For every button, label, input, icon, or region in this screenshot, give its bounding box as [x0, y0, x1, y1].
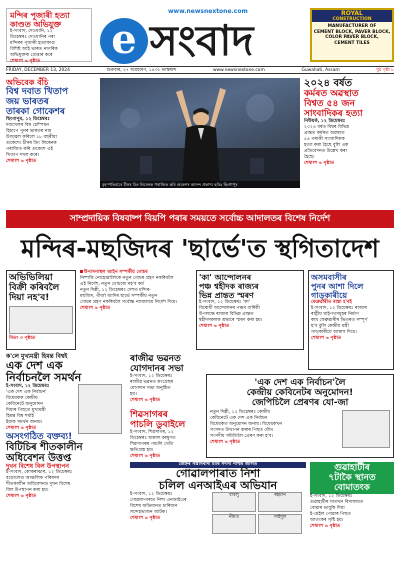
goalpara-nia-story: জেহ্নৰ সন্ত্ৰাসবাদী চাৰি সদস্য পশ্চিম জালত গোৱালপাৰাত নিশা চলিল এনআইএৰ অভিযান ই-সংবাদ, ১২ ডিচেম্বৰঃ গোৱালপাৰাত নিশা এনআইএৰ বিশেষ অভিযানত চাৰিজন সন্দেহভাজন আটক। শেষাংশ ৬ পৃষ্ঠাত বাবলু ৰহমান নীমত সাইদুল	[130, 462, 306, 534]
logo-wordmark: সংবাদ	[150, 16, 254, 65]
bullet-icon	[80, 270, 83, 273]
left-story-link[interactable]: শেষাংশ ৬ পৃষ্ঠাত	[10, 59, 41, 64]
suspect-photo-icon: সাইদুল	[258, 514, 302, 534]
guwahati-link[interactable]: শেষাংশ ৬ পৃষ্ঠাত	[310, 524, 341, 529]
journalists-story: ২০২৪ বৰ্ষত কৰ্মৰত অৱস্থাত বিশ্বত ৫৪ জন সাংবাদিকৰ হত্যা নিউয়ৰ্ক, ১২ ডিচেম্বৰঃ ২০২৪ বৰ্ষত বিশ্বৰ বিভিন্ন প্ৰান্তত কৰ্মৰত অৱস্থাত ৫৪ গৰাকী সাংবাদিকক হত্যা কৰা হৈছে বুলি এক প্ৰতিবেদনত উল্লেখ কৰা হৈছে। শেষাংশ ৬ পৃষ্ঠাত	[304, 78, 394, 167]
suspect-photo-icon: ৰহমান	[258, 492, 302, 512]
gadkari-link[interactable]: শেষাংশ ৬ পৃষ্ঠাত	[311, 336, 342, 341]
dateline-bar	[6, 66, 394, 74]
sivasagar-story: শিৱসাগৰৰ পাচলি ডুবাইলে ই-সংবাদ, শিৱসাগৰ, ১২ ডিচেম্বৰঃ অকাল বৰষুণত শিৱসাগৰৰ পাচলি খেতি ক্ষতিগ্ৰস্ত হয়। শেষাংশ ৬ পৃষ্ঠাত	[130, 410, 202, 460]
issue-date: FRIDAY, DECEMBER 13, 2024	[6, 68, 70, 73]
lead-story-body: উপাসনাস্থল আইন সম্পৰ্কীয় গোচৰ নিষ্পত্তি নোহোৱালৈকে নতুন গোচৰ গ্ৰহণ নকৰিবলৈ এই নিৰ্দেশ, নতুন গোচৰো নহ'ব কৰ্ম নতুন দিল্লী, ১২ ডিচেম্বৰঃ দেশত মন্দিৰ- মছজিদ, গীৰ্জা আদিৰ ছাৰ্ভে সম্পৰ্কীয় নতুন গোচৰ গ্ৰহণ নকৰিবলৈ সৰ্বোচ্চ ন্যায়ালয়ে নিৰ্দেশ দিয়ে। শেষাংশ ৬ পৃষ্ঠাত	[80, 270, 194, 312]
guwahati-bomb-story: গুৱাহাটীৰ ৭টাকৈ স্থানত বোমাতংক ই-সংবাদ, ১২ ডিচেম্বৰঃ গুৱাহাটীৰ সাতখন বিদ্যালয়ত বোমাৰ ভাবুকি দিয়া ই-মেইল পোৱাৰ পিছত আতংকৰ সৃষ্টি হয়। শেষাংশ ৬ পৃষ্ঠাত	[310, 462, 394, 530]
dateline-web[interactable]: www.newsnextone.com	[212, 68, 265, 73]
cm-portrait-icon	[78, 384, 122, 434]
one-nation-link[interactable]: শেষাংশ ৬ পৃষ্ঠাত	[210, 440, 241, 445]
gukesh-story: অভিবেক বঁচি বিশ্ব দবাত খিতাপ জয় ভাৰতৰ তাৰকা গোকেশৰ ছিংগাপুৰ, ১২ ডিচেম্বৰঃ দবাখেলৰ বিশ্ব চেম্পিয়ন হিচাপে পুনৰ ভাৰতৰ নাম উজ্জ্বল কৰিলে ১৮ বছৰীয়া গুকেশে। চীনৰ ডিং লিৰেনক পৰাজিত কৰি গুকেশে এই খিতাপ দখল কৰে। শেষাংশ ৬ পৃষ্ঠাত	[6, 78, 98, 165]
rajiv-bhawan-story: ৰাজীৱ ভৱনত যোগদানৰ সভা ই-সংবাদ, ১২ ডিচেম্বৰঃ ৰাজীৱ ভৱনত কংগ্ৰেছৰ যোগদান সভা অনুষ্ঠিত হয়। শেষাংশ ৬ পৃষ্ঠাত	[130, 354, 202, 404]
suspect-photo-icon: বাবলু	[212, 492, 256, 512]
royal-construction-ad[interactable]: ROYAL CONSTRUCTION MANUFACTURER OF CEMENT BLOCK, PAVER BLOCK, COLOR PAVER BLOCK, CEMENT TILES	[310, 8, 394, 62]
supreme-court-banner: সাম্প্ৰদায়িক বিষবাষ্প বিয়পি পৰাৰ সময়তে সৰ্বোচ্চ আদালতৰ বিশেষ নিৰ্দেশ	[6, 210, 394, 228]
logo-e-icon: e	[100, 18, 148, 64]
lottery-box: অভিভিলিয়া বিক্ৰী কৰিবলৈ দিয়া নহ'ব! বিতং ৩ পৃষ্ঠাত	[6, 270, 76, 350]
gukesh-body: দবাখেলৰ বিশ্ব চেম্পিয়ন হিচাপে পুনৰ ভাৰতৰ নাম উজ্জ্বল কৰিলে ১৮ বছৰীয়া গুকেশে। চীনৰ ডিং লিৰেনক পৰাজিত কৰি গুকেশে এই খিতাপ দখল কৰে।	[6, 123, 57, 158]
page-count: মুঠ পৃষ্ঠা ৮	[376, 68, 394, 73]
news-photo-icon	[9, 306, 73, 334]
issue-date-assamese: শুক্ৰবাৰ, ২৭ অগ্ৰহায়ণ, ১৪৩১ ভাস্কৰাব্দ	[106, 68, 177, 73]
ad-brand-sub: CONSTRUCTION	[312, 17, 392, 22]
caa-story: 'কা' আন্দোলনৰ পঞ্চ শ্বহীদক ৰাজ্যৰ ভিন্ন প্ৰান্তত স্মৰণ ই-সংবাদ, ১২ ডিচেম্বৰঃ 'কা' বিৰোধী আন্দোলনৰ পঞ্চম বাৰ্ষিকী উপলক্ষে ৰাজ্যৰ বিভিন্ন প্ৰান্তত শ্বহীদসকলক শ্ৰদ্ধাৰে স্মৰণ কৰা হয়। শেষাংশ ৬ পৃষ্ঠাত	[196, 270, 304, 350]
gukesh-link[interactable]: শেষাংশ ৬ পৃষ্ঠাত	[6, 159, 37, 164]
website-url[interactable]: www.newsnextone.com	[168, 8, 248, 15]
ad-brand: ROYAL	[312, 10, 392, 17]
left-story-headline: মন্দিৰ পূজাৰী হত্যা কাণ্ডত অভিযুক্ত	[10, 11, 70, 29]
parliament-photo-icon	[342, 410, 390, 448]
one-nation-cm-story: ক'লে মুখ্যমন্ত্ৰী হিমন্ত বিশ্বই এক দেশ এক নিৰ্বাচনলৈ সমৰ্থন ই-সংবাদ, ১২ ডিচেম্বৰঃ 'এক দেশ এক নিৰ্বাচন' বিধেয়কক কেন্দ্ৰীয় কেবিনেটে অনুমোদন দিয়াৰ পিছতে মুখ্যমন্ত্ৰী হিমন্ত বিশ্ব শৰ্মাই ইয়াক সমৰ্থন জনায়। শেষাংশ ৬ পৃষ্ঠাত	[6, 354, 126, 434]
cm-link[interactable]: শেষাংশ ৬ পৃষ্ঠাত	[6, 426, 37, 431]
issue-place: Guwahati, Assam	[301, 68, 340, 73]
lottery-link[interactable]: বিতং ৩ পৃষ্ঠাত	[9, 336, 36, 341]
champion-figure-icon	[100, 78, 300, 188]
btc-session-story: অসংগঠিত বক্তব্য! বিটিচিৰ শীতকালীন অধিবেশন উত্তপ্ত দুখন বিশেষ বিল উপস্থাপন ই-সংবাদ, কোকৰাঝাৰ, ১২ ডিচেম্বৰঃ বড়োলেণ্ড আঞ্চলিক পৰিষদৰ শীতকালীন অধিবেশনত দুখন বিশেষ বিল উপস্থাপন কৰা হয়। শেষাংশ ৬ পৃষ্ঠাত	[6, 432, 126, 500]
one-nation-story: 'এক দেশ এক নিৰ্বাচন'লৈ কেন্দ্ৰীয় কেবিনেটৰ অনুমোদন! জেপিচিলৈ প্ৰেৰণৰ যো-জা নতুন দিল্লী, ১২ ডিচেম্বৰঃ কেন্দ্ৰীয় কেবিনেটে এক দেশ এক নিৰ্বাচন বিধেয়কত অনুমোদন জনায়। বিধেয়কখন সংসদত উত্থাপন কৰাৰ পিছত যৌথ সংসদীয় সমিতিলৈ প্ৰেৰণ কৰা হ'ব। শেষাংশ ৬ পৃষ্ঠাত	[206, 374, 394, 458]
journalists-link[interactable]: শেষাংশ ৬ পৃষ্ঠাত	[304, 161, 335, 166]
rajiv-link[interactable]: শেষাংশ ৬ পৃষ্ঠাত	[130, 398, 161, 403]
goalpara-link[interactable]: শেষাংশ ৬ পৃষ্ঠাত	[130, 516, 161, 521]
btc-link[interactable]: শেষাংশ ৬ পৃষ্ঠাত	[6, 494, 37, 499]
chess-champion-photo	[100, 78, 300, 188]
gadkari-story: অসমবাসীৰ পুনৰ আশা দিলে গাড্কাৰীয়ে ফেব্ৰুৱাৰীত ৰাস্তা হ'বই ই-সংবাদ, ১২ ডিচেম্বৰঃ ৰাজ্যৰ ৰাষ্ট্ৰীয় ঘাইপথসমূহৰ নিৰ্মাণ কাম ফেব্ৰুৱাৰীৰ ভিতৰত সম্পূৰ্ণ হ'ব বুলি কেন্দ্ৰীয় মন্ত্ৰী গাড্কাৰীয়ে আশ্বাস দিয়ে। শেষাংশ ৬ পৃষ্ঠাত	[308, 270, 394, 370]
photo-caption: বৃহস্পতিবাৰে চীনৰ ডিং লিৰেনক পৰাজিত কৰি গুকেশৰ আনন্দ প্ৰকাশ। ছবিঃ ছিংগাপুৰ	[100, 181, 300, 188]
main-headline: মন্দিৰ-মছজিদৰ 'ছাৰ্ভে'ত স্থগিতাদেশ	[21, 234, 379, 263]
left-story-body: ই-সংবাদ, দেওধানি, ১২ ডিচেম্বৰঃ দেওধানিৰ পৰা মন্দিৰৰ পূজাৰী হত্যাকাণ্ড বিশিষ্ট আই ভাৰত নাগৰিক অভিযুক্তক গ্ৰেপ্তাৰ কৰে	[10, 29, 58, 58]
caa-link[interactable]: শেষাংশ ৬ পৃষ্ঠাত	[199, 324, 230, 329]
lead-link[interactable]: শেষাংশ ৬ পৃষ্ঠাত	[80, 306, 111, 311]
journalists-body: ২০২৪ বৰ্ষত বিশ্বৰ বিভিন্ন প্ৰান্তত কৰ্মৰত অৱস্থাত ৫৪ গৰাকী সাংবাদিকক হত্যা কৰা হৈছে বুলি এক প্ৰতিবেদনত উল্লেখ কৰা হৈছে।	[304, 125, 350, 160]
suspect-photo-icon: নীমত	[212, 514, 256, 534]
sivasagar-link[interactable]: শেষাংশ ৬ পৃষ্ঠাত	[130, 454, 161, 459]
masthead-left-story	[6, 8, 92, 62]
